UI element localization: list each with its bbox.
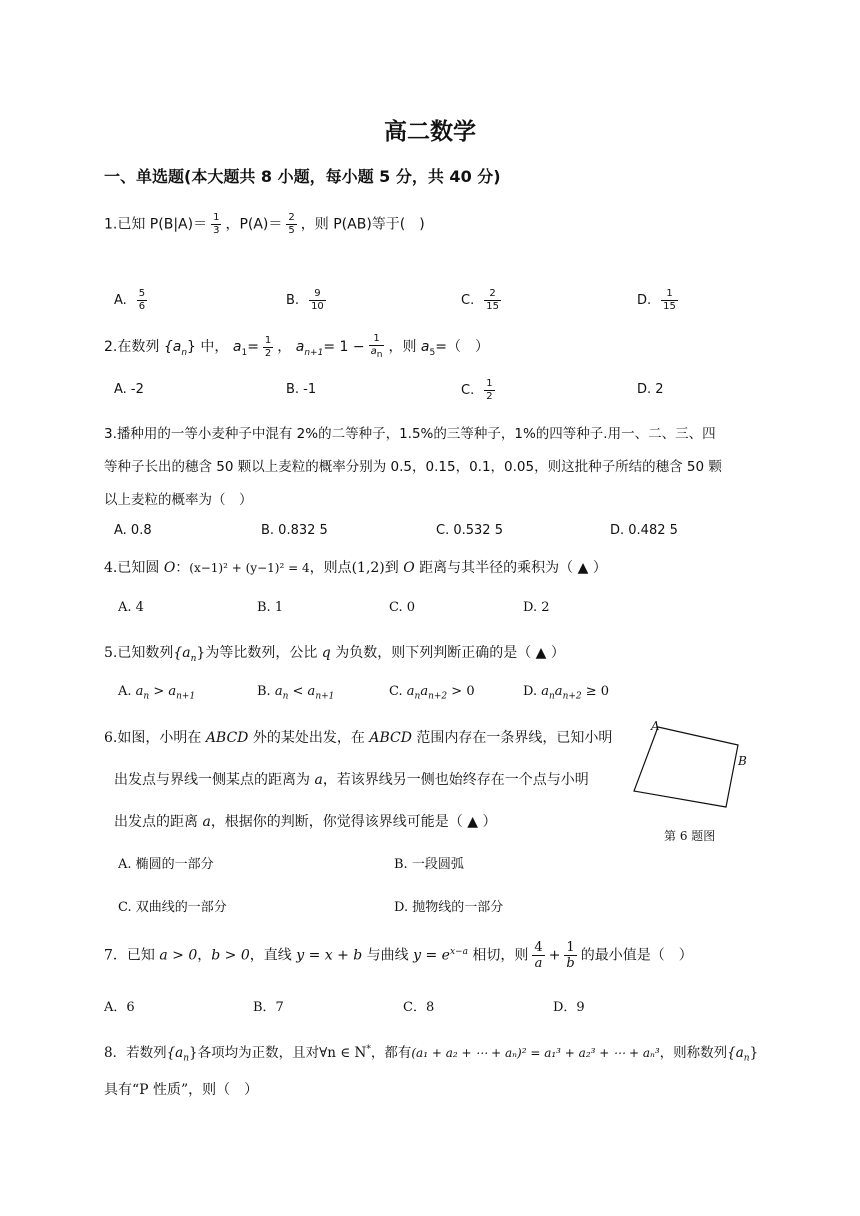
question-6-line-3: 出发点的距离 a，根据你的判断，你觉得该界线可能是（ ▲ ）	[114, 814, 497, 830]
q1-option-d: D. $\frac{1}{15}$	[637, 288, 676, 312]
q3-option-c: C. 0.532 5	[436, 523, 503, 538]
q5-sequence: $\{a_n\}$	[173, 645, 206, 664]
q6-option-a: A. 椭圆的一部分	[118, 857, 214, 872]
q1-fraction-1: $\frac{1}{3}$	[213, 212, 220, 236]
q2-sequence: $\{a_n\}$	[163, 339, 196, 358]
question-1	[104, 212, 425, 237]
q7-option-b: B．7	[253, 1000, 284, 1015]
q1-text-2: ，P(A)＝	[225, 216, 283, 233]
question-5: 5.已知数列$\{a_n\}$为等比数列，公比 q 为负数，则下列判断正确的是（ ▲ ）	[104, 645, 565, 664]
q1-option-b: B. $\frac{9}{10}$	[286, 288, 324, 312]
q2-option-c: C. $\frac{1}{2}$	[461, 378, 493, 402]
q2-fraction-2: $\frac{1}{a_n}$	[370, 333, 383, 360]
q7-option-d: D．9	[553, 1000, 585, 1015]
question-6-line-1: 6.如图，小明在 ABCD 外的某处出发，在 ABCD 范围内存在一条界线，已知小明	[104, 730, 613, 746]
q7-fraction-2: $\frac{1}{b}$	[566, 940, 575, 971]
q6-figure-label-b: B	[738, 754, 747, 768]
q1-text-1: 1.已知 P(B|A)＝	[104, 216, 208, 233]
question-2: 2.在数列 $\{a_n\}$ 中， $a_1=$ $\frac{1}{2}$ ， $a_{n+1}= 1$ − $\frac{1}{a_n}$ ，则 $a_5=$（ ）	[104, 333, 489, 360]
q3-option-a: A. 0.8	[114, 523, 152, 538]
q4-option-d: D. 2	[523, 600, 550, 615]
q6-option-c: C. 双曲线的一部分	[118, 900, 227, 915]
q6-option-d: D. 抛物线的一部分	[394, 900, 504, 915]
q4-option-b: B. 1	[257, 600, 284, 615]
question-3-line-1: 3.播种用的一等小麦种子中混有 2%的二等种子，1.5%的三等种子，1%的四等种子.用一、二、三、四	[104, 426, 716, 442]
section-heading: 一、单选题(本大题共 8 小题，每小题 5 分，共 40 分)	[104, 167, 501, 186]
q8-equation: (a₁ + a₂ + ⋯ + aₙ)² = a₁³ + a₂³ + ⋯ + aₙ³	[411, 1046, 660, 1060]
q4-equation: (x−1)² + (y−1)² = 4	[189, 561, 310, 575]
question-6-line-2: 出发点与界线一侧某点的距离为 a，若该界线另一侧也始终存在一个点与小明	[114, 772, 589, 788]
q7-option-a: A．6	[104, 1000, 135, 1015]
question-8-line-2: 具有“P 性质”，则（ ）	[104, 1082, 259, 1098]
q7-option-c: C．8	[403, 1000, 435, 1015]
question-3-line-3: 以上麦粒的概率为（ ）	[104, 492, 253, 508]
q5-option-a: A. $a_n > a_{n+1}$	[118, 684, 196, 702]
q5-option-c: C. $a_na_{n+2} > 0$	[389, 684, 475, 702]
q1-option-c: C. $\frac{2}{15}$	[461, 288, 499, 312]
page-title: 高二数学	[384, 119, 476, 145]
q5-option-d: D. $a_na_{n+2} \ge 0$	[523, 684, 610, 702]
q8-sequence: $\{a_n\}$	[166, 1045, 198, 1064]
q4-option-a: A. 4	[118, 600, 144, 615]
q6-option-b: B. 一段圆弧	[394, 857, 464, 872]
q2-fraction-1: $\frac{1}{2}$	[264, 334, 272, 359]
q4-option-c: C. 0	[389, 600, 416, 615]
q1-option-a: A. $\frac{5}{6}$	[114, 288, 146, 312]
q8-forall: ∀n ∈ N*	[319, 1044, 371, 1061]
q6-figure-caption: 第 6 题图	[664, 829, 716, 843]
q2-option-b: B. -1	[286, 382, 317, 397]
q1-text-3: ，则 P(AB)等于( )	[300, 216, 425, 233]
q1-fraction-2: $\frac{2}{5}$	[288, 212, 295, 236]
q3-option-d: D. 0.482 5	[610, 523, 678, 538]
q8-sequence-2: $\{a_n\}$	[727, 1045, 759, 1064]
q2-option-d: D. 2	[637, 382, 664, 397]
q2-option-a: A. -2	[114, 382, 144, 397]
question-3-line-2: 等种子长出的穗含 50 颗以上麦粒的概率分别为 0.5，0.15，0.1，0.05，则这批种子所结的穗含 50 颗	[104, 459, 722, 475]
q7-fraction-1: $\frac{4}{a}$	[534, 940, 543, 971]
question-7: 7．已知 a > 0，b > 0，直线 y = x + b 与曲线 $y = e^{x-a}$ 相切，则 $\frac{4}{a}$ + $\frac{1}{b}$ 的最小值是（ ）	[104, 940, 693, 971]
q6-figure-label-a: A	[651, 719, 660, 733]
question-8-line-1: 8．若数列$\{a_n\}$各项均为正数，且对∀n ∈ N*，都有(a₁ + a₂ + ⋯ + aₙ)² = a₁³ + a₂³ + ⋯ + aₙ³，则称数列$\{a_n\}$	[104, 1044, 759, 1064]
q3-option-b: B. 0.832 5	[261, 523, 328, 538]
question-4: 4.已知圆 O：(x−1)² + (y−1)² = 4，则点(1,2)到 O 距离与其半径的乘积为（ ▲ ）	[104, 560, 607, 576]
q5-option-b: B. $a_n < a_{n+1}$	[257, 684, 335, 702]
